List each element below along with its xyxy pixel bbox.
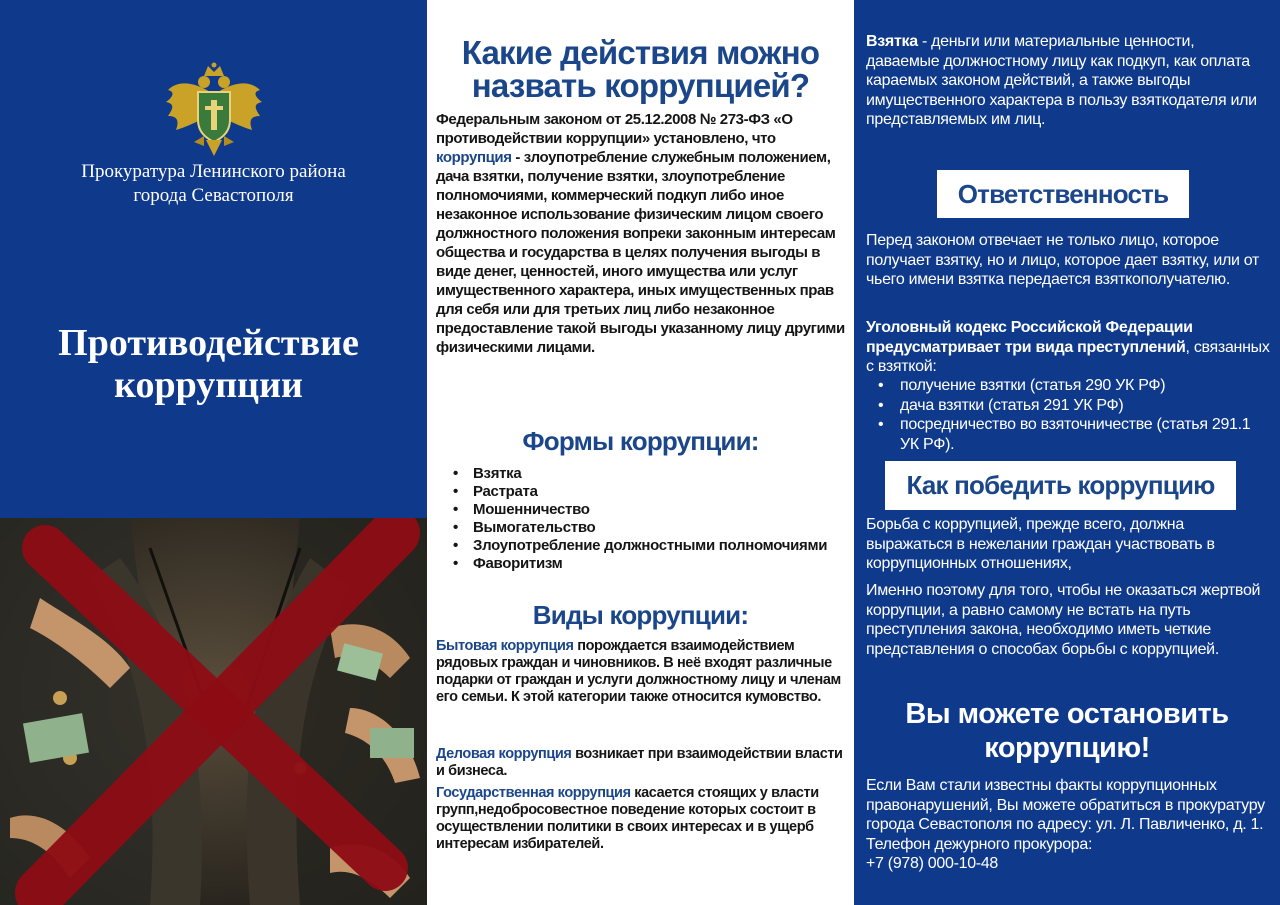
phone-label: Телефон дежурного прокурора: (866, 835, 1093, 853)
bribe-definition-text: - деньги или материальные ценности, даваемые должностному лицу как подкуп, как оплата караемых законом действий, а также выгоды имущественного характера в пользу взяткодателя или представляемых им лиц. (866, 33, 1257, 128)
crimes-list (870, 376, 1270, 454)
bribe-term: Взятка (866, 33, 918, 50)
fight-heading: Как победить коррупцию (885, 461, 1236, 510)
list-item: • Мошенничество (453, 501, 833, 519)
prosecutor-emblem-icon (164, 62, 264, 158)
type-state (436, 785, 846, 853)
type-business (436, 746, 846, 780)
criminal-code-rest: , связанных с взяткой: (866, 338, 1270, 375)
middle-panel (427, 0, 854, 905)
criminal-code-text (866, 318, 1271, 377)
corruption-definition (436, 110, 846, 357)
bribe-definition (866, 32, 1271, 130)
list-item: • посредничество во взяточничестве (статья 291.1 УК РФ). (870, 415, 1270, 454)
type-name: Государственная коррупция (436, 785, 631, 801)
definition-rest: - злоупотребление служебным положением, дача взятки, получение взятки, злоупотребление полномочиями, коммерческий подкуп либо иное незаконное использование физическим лицом своего должностного положения вопреки законным интересам общества и государства в целях получения выгоды в виде денег, ценностей, иного имущества или услуг имущественного характера, иных имущественных прав для себя или для третьих лиц либо незаконное предоставление такой выгоды указанному лицу другими физическими лицами. (436, 149, 845, 356)
call-to-action-line2: коррупцию! (984, 732, 1150, 764)
types-heading: Виды коррупции: (532, 600, 749, 630)
definition-heading (427, 36, 854, 102)
list-item: • получение взятки (статья 290 УК РФ) (870, 376, 1270, 396)
definition-prefix: Федеральным законом от 25.12.2008 № 273-ФЗ «О противодействии коррупции» установлено, что (436, 111, 793, 147)
type-name: Деловая коррупция (436, 746, 572, 762)
corruption-keyword: коррупция (436, 149, 512, 166)
contact-block (866, 776, 1271, 874)
list-item: • Вымогательство (453, 519, 833, 537)
list-item: • Фаворитизм (453, 555, 833, 573)
organization-line2: города Севастополя (133, 185, 294, 206)
type-household (436, 638, 846, 706)
left-panel (0, 0, 427, 905)
type-text: возникает при взаимодействии власти и бизнеса. (436, 746, 843, 779)
list-item: • Взятка (453, 465, 833, 483)
definition-heading-line1: Какие действия можно (461, 34, 820, 71)
organization-name (0, 160, 427, 208)
bribery-illustration-crossed-out (0, 518, 427, 905)
fight-text-2: Именно поэтому для того, чтобы не оказаться жертвой коррупции, а равно самому не встать на путь преступления закона, необходимо иметь четкие представления о способах борьбы с коррупцией. (866, 582, 1261, 658)
right-panel (854, 0, 1280, 905)
list-item: • дача взятки (статья 291 УК РФ) (870, 396, 1270, 416)
title-line2: коррупции (114, 364, 303, 406)
responsibility-heading: Ответственность (937, 170, 1189, 218)
forms-list (453, 465, 833, 573)
list-item: • Злоупотребление должностными полномочиями (453, 537, 833, 555)
fight-text-1: Борьба с коррупцией, прежде всего, должна выражаться в нежелании граждан участвовать в коррупционных отношениях, (866, 516, 1215, 572)
type-name: Бытовая коррупция (436, 638, 574, 654)
responsibility-text: Перед законом отвечает не только лицо, которое получает взятку, но и лицо, которое дает взятку, или от чьего имени взятка передается взяткополучателю. (866, 232, 1260, 288)
contact-text: Если Вам стали известны факты коррупционных правонарушений, Вы можете обратиться в прокуратуру города Севастополя по адресу: ул. Л. Павличенко, д. 1. (866, 777, 1265, 833)
brochure-title (0, 322, 417, 406)
organization-line1: Прокуратура Ленинского района (81, 161, 346, 182)
call-to-action-heading (854, 697, 1280, 765)
list-item: • Растрата (453, 483, 833, 501)
definition-heading-line2: назвать коррупцией? (471, 67, 810, 104)
type-text: порождается взаимодействием рядовых граждан и чиновников. В неё входят различные подарки от граждан и услуги должностному лицу и членам его семьи. К этой категории также относится кумовство. (436, 638, 841, 705)
title-line1: Противодействие (58, 322, 359, 364)
phone-number: +7 (978) 000-10-48 (866, 855, 999, 872)
call-to-action-line1: Вы можете остановить (905, 698, 1229, 730)
type-text: касается стоящих у власти групп,недобросовестное поведение которых состоит в осуществлении политики в своих интересах и в ущерб интересам избирателей. (436, 785, 819, 852)
forms-heading: Формы коррупции: (522, 426, 759, 456)
criminal-code-bold: Уголовный кодекс Российской Федерации предусматривает три вида преступлений (866, 319, 1193, 356)
